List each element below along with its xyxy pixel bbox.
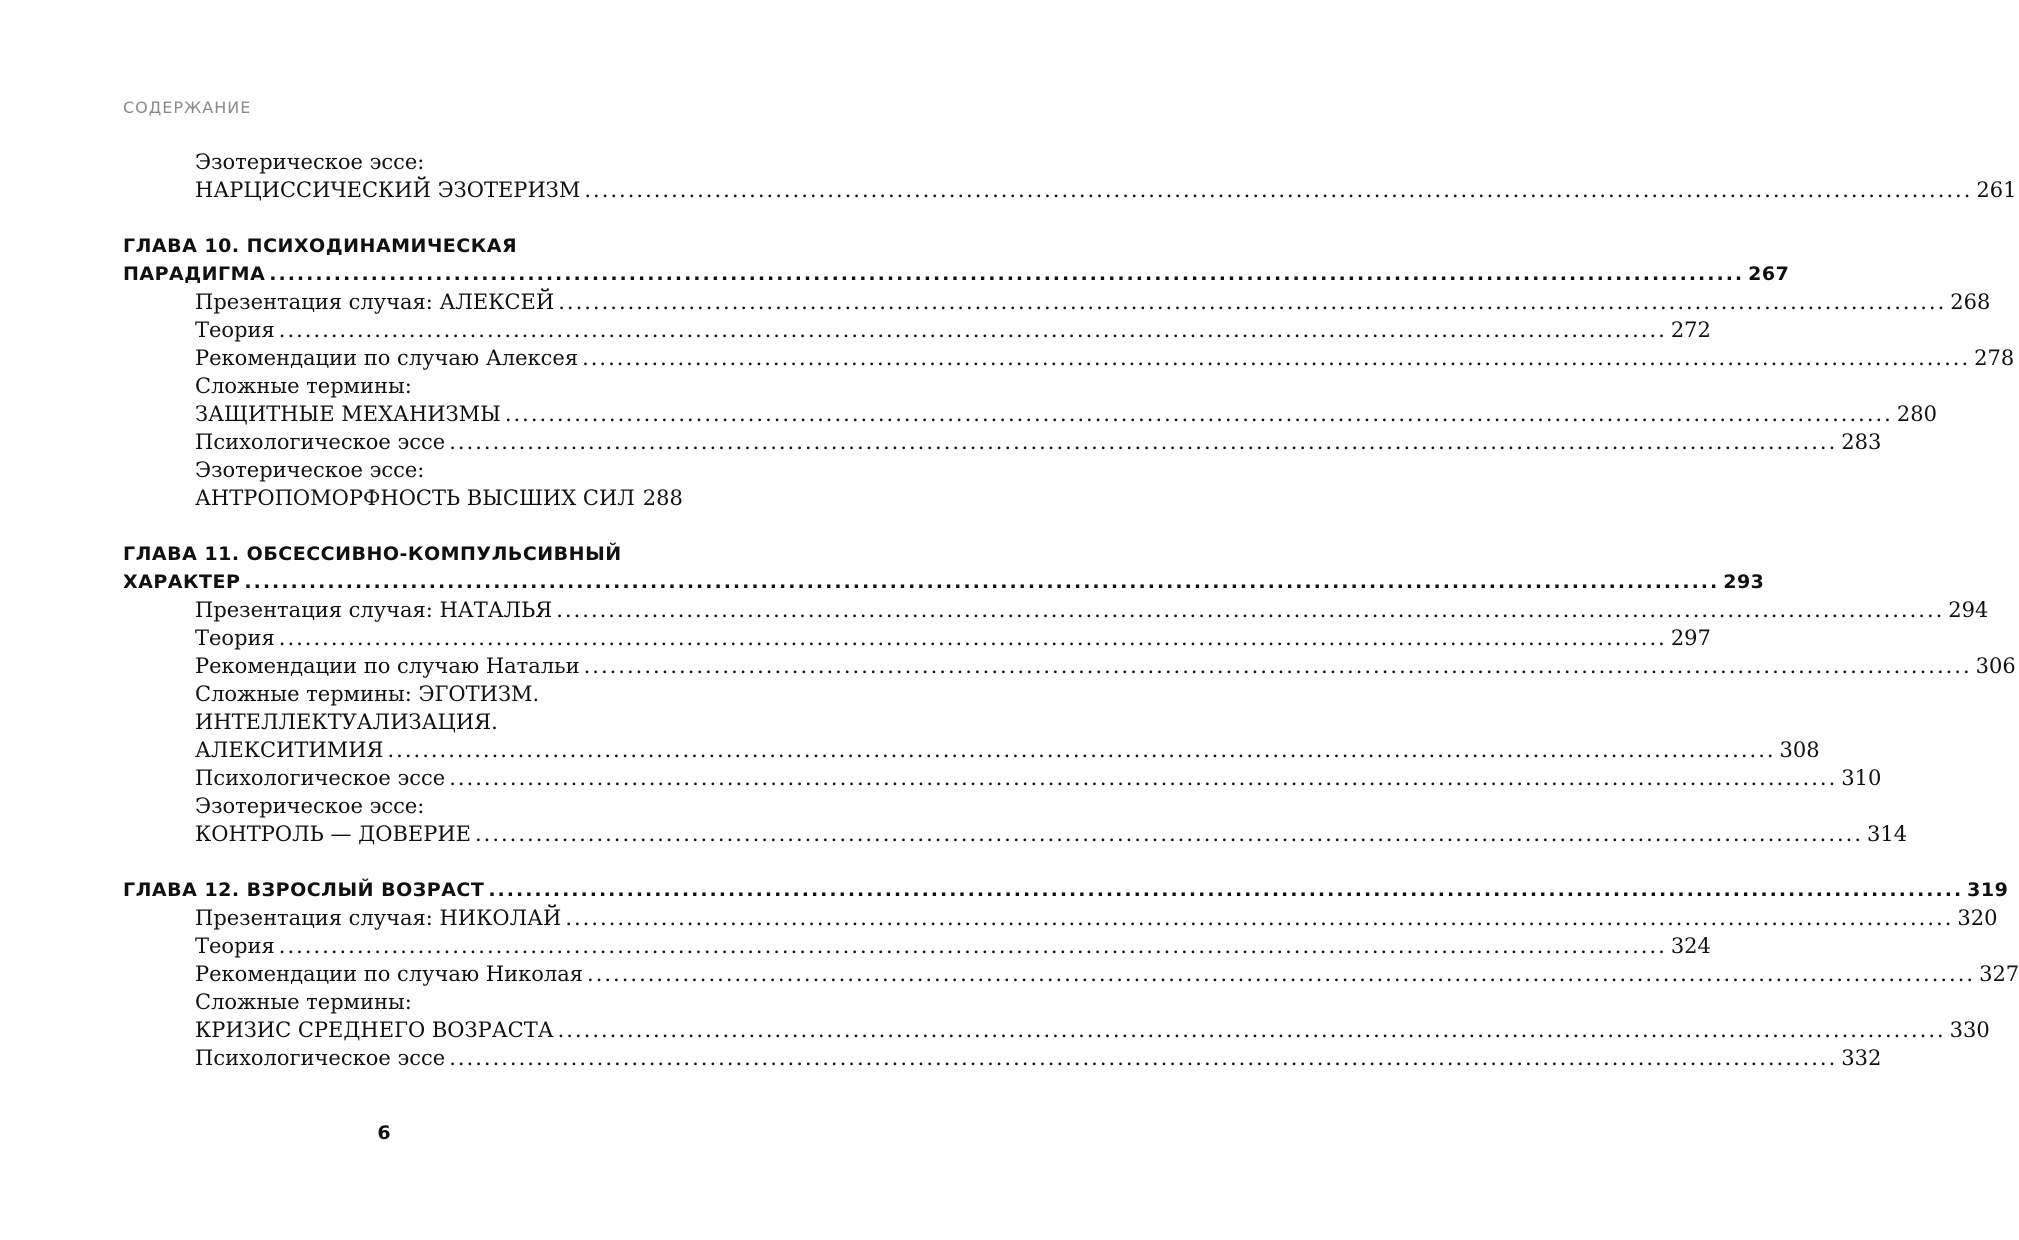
toc-entry-label: НАРЦИССИЧЕСКИЙ ЭЗОТЕРИЗМ <box>195 178 581 202</box>
toc-entry-label: Презентация случая: НАТАЛЬЯ <box>195 598 553 622</box>
toc-entry-label: КОНТРОЛЬ — ДОВЕРИЕ <box>195 822 471 846</box>
toc-entry-page: 324 <box>1670 934 1711 958</box>
chapter-heading <box>123 540 666 568</box>
toc-entry <box>195 456 666 484</box>
toc-entry-page: 308 <box>1779 738 1820 762</box>
toc-entry <box>195 708 666 736</box>
dot-leader <box>587 960 1975 988</box>
running-head: СОДЕРЖАНИЕ <box>123 98 252 117</box>
chapter-title-line2: ПАРАДИГМА <box>123 263 266 285</box>
dot-leader <box>475 820 1863 848</box>
chapter-heading <box>123 568 1765 596</box>
toc-entry <box>195 148 666 176</box>
toc-entry-page: 306 <box>1975 654 2016 678</box>
toc-entry-label: Сложные термины: <box>195 374 412 398</box>
dot-leader <box>558 1016 1946 1044</box>
dot-leader <box>556 596 1944 624</box>
toc-entry-page: 327 <box>1979 962 2019 986</box>
toc-entry <box>195 904 1998 932</box>
chapter-title-line2: ХАРАКТЕР <box>123 571 241 593</box>
dot-leader <box>244 568 1719 596</box>
toc-entry-label: Психологическое эссе <box>195 766 446 790</box>
chapter-title-line1: ГЛАВА 11. ОБСЕССИВНО-КОМПУЛЬСИВНЫЙ <box>123 543 622 565</box>
toc-entry-label: Сложные термины: <box>195 990 412 1014</box>
toc-section-continuation <box>123 148 2017 204</box>
dot-leader <box>449 764 1837 792</box>
toc-entry <box>195 652 2016 680</box>
toc-entry-label: Презентация случая: АЛЕКСЕЙ <box>195 290 555 314</box>
toc-entry <box>195 484 683 512</box>
toc-entry <box>195 792 666 820</box>
toc-entry <box>195 960 2019 988</box>
toc-entry-page: 314 <box>1867 822 1908 846</box>
toc-entry-page: 268 <box>1950 290 1991 314</box>
dot-leader <box>558 288 1946 316</box>
toc-entry <box>195 400 1937 428</box>
toc-entry-label: Презентация случая: НИКОЛАЙ <box>195 906 562 930</box>
toc-entry <box>195 1044 1882 1072</box>
dot-leader <box>279 316 1667 344</box>
toc-entry-page: 278 <box>1974 346 2015 370</box>
dot-leader <box>279 932 1667 960</box>
chapter-title-line1: ГЛАВА 12. ВЗРОСЛЫЙ ВОЗРАСТ <box>123 879 485 901</box>
toc-entry <box>195 372 666 400</box>
toc-entry-label: КРИЗИС СРЕДНЕГО ВОЗРАСТА <box>195 1018 554 1042</box>
dot-leader <box>584 176 1972 204</box>
dot-leader <box>584 652 1972 680</box>
dot-leader <box>269 260 1744 288</box>
toc-entry-label: Теория <box>195 934 275 958</box>
toc-entry <box>195 176 2017 204</box>
chapter-page: 319 <box>1967 879 2009 901</box>
toc-entry-label: ЗАЩИТНЫЕ МЕХАНИЗМЫ <box>195 402 501 426</box>
toc-entry-label: АЛЕКСИТИМИЯ <box>195 738 384 762</box>
toc-entry-label: Психологическое эссе <box>195 1046 446 1070</box>
toc-entry-label: Теория <box>195 626 275 650</box>
toc-entry <box>195 736 1820 764</box>
dot-leader <box>505 400 1893 428</box>
chapter-page: 267 <box>1748 263 1790 285</box>
toc-entry <box>195 428 1882 456</box>
toc-entry <box>195 596 1989 624</box>
chapter-heading <box>123 876 2009 904</box>
chapter-page: 293 <box>1723 571 1765 593</box>
toc-entry <box>195 316 1711 344</box>
toc-entry-page: 288 <box>642 486 683 510</box>
toc-entry-page: 332 <box>1841 1046 1882 1070</box>
chapter-heading <box>123 232 666 260</box>
toc-section-chapter-10 <box>123 232 2015 512</box>
toc-entry-label: АНТРОПОМОРФНОСТЬ ВЫСШИХ СИЛ <box>195 486 635 510</box>
toc-entry <box>195 764 1882 792</box>
toc-entry-label: Рекомендации по случаю Николая <box>195 962 584 986</box>
dot-leader <box>582 344 1970 372</box>
toc-entry-page: 261 <box>1976 178 2017 202</box>
toc-entry-page: 320 <box>1957 906 1998 930</box>
chapter-heading <box>123 260 1790 288</box>
dot-leader <box>449 428 1837 456</box>
toc-entry-label: Эзотерическое эссе: <box>195 794 425 818</box>
dot-leader <box>565 904 1953 932</box>
dot-leader <box>388 736 1776 764</box>
toc-entry <box>195 1016 1990 1044</box>
toc-entry-label: Эзотерическое эссе: <box>195 150 425 174</box>
toc-entry-label: Теория <box>195 318 275 342</box>
toc-entry <box>195 344 2015 372</box>
toc-entry <box>195 624 1711 652</box>
toc-entry-page: 294 <box>1948 598 1989 622</box>
toc-entry-label: Эзотерическое эссе: <box>195 458 425 482</box>
toc-section-chapter-12 <box>123 876 2019 1072</box>
toc-entry <box>195 820 1908 848</box>
toc-entry-label: Рекомендации по случаю Алексея <box>195 346 579 370</box>
toc-entry-label: Психологическое эссе <box>195 430 446 454</box>
dot-leader <box>449 1044 1837 1072</box>
toc-entry-page: 297 <box>1670 626 1711 650</box>
toc-entry-label: Рекомендации по случаю Натальи <box>195 654 580 678</box>
toc-entry-label: ИНТЕЛЛЕКТУАЛИЗАЦИЯ. <box>195 710 498 734</box>
toc-entry <box>195 932 1711 960</box>
toc-entry <box>195 988 666 1016</box>
toc-entry-label: Сложные термины: ЭГОТИЗМ. <box>195 682 540 706</box>
toc-entry-page: 330 <box>1949 1018 1990 1042</box>
toc-entry <box>195 680 666 708</box>
table-of-contents <box>123 148 2019 1072</box>
toc-entry <box>195 288 1991 316</box>
chapter-title-line1: ГЛАВА 10. ПСИХОДИНАМИЧЕСКАЯ <box>123 235 518 257</box>
toc-section-chapter-11 <box>123 540 2016 848</box>
page-number: 6 <box>377 1122 391 1144</box>
dot-leader <box>488 876 1963 904</box>
toc-entry-page: 280 <box>1896 402 1937 426</box>
toc-entry-page: 272 <box>1670 318 1711 342</box>
dot-leader <box>279 624 1667 652</box>
toc-entry-page: 310 <box>1841 766 1882 790</box>
toc-entry-page: 283 <box>1841 430 1882 454</box>
